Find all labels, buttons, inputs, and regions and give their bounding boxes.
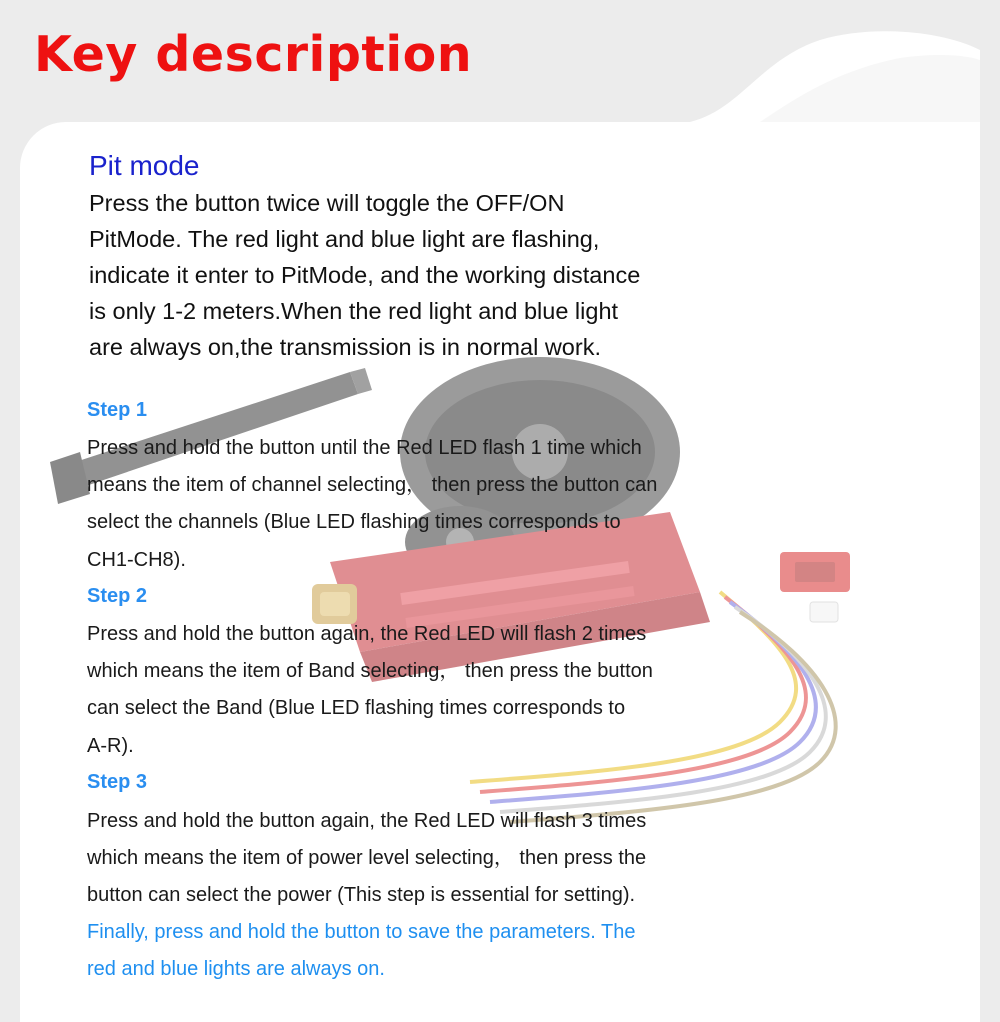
pit-mode-heading: Pit mode <box>89 150 200 181</box>
step-3-description <box>87 803 807 915</box>
step-1-line: means the item of channel selecting， then press the button can <box>87 474 658 497</box>
step-3-line: which means the item of power level selecting， then press the <box>87 847 647 870</box>
step-1-line: CH1-CH8). <box>87 548 186 571</box>
step-2-heading: Step 2 <box>87 585 148 607</box>
step-1-heading: Step 1 <box>87 399 148 421</box>
pit-mode-line: are always on,the transmission is in normal work. <box>89 334 601 360</box>
step-2-description <box>87 616 807 765</box>
pit-mode-line: PitMode. The red light and blue light are flashing, <box>89 226 600 252</box>
description-content <box>20 122 980 1022</box>
step-3-line: Press and hold the button again, the Red LED will flash 3 times <box>87 810 647 832</box>
step-3-line: button can select the power (This step is essential for setting). <box>87 884 636 907</box>
step-2-line: Press and hold the button again, the Red LED will flash 2 times <box>87 623 647 645</box>
page-title: Key description <box>34 26 473 83</box>
step-1-line: select the channels (Blue LED flashing times corresponds to <box>87 511 621 534</box>
step-2-line: A-R). <box>87 734 134 757</box>
step-1-description <box>87 430 807 579</box>
final-note-line: Finally, press and hold the button to save the parameters. The <box>87 921 636 943</box>
final-note <box>87 914 807 988</box>
pit-mode-description <box>89 185 789 365</box>
pit-mode-line: indicate it enter to PitMode, and the working distance <box>89 262 641 288</box>
description-card <box>20 122 980 1022</box>
final-note-line: red and blue lights are always on. <box>87 958 385 980</box>
step-1-line: Press and hold the button until the Red LED flash 1 time which <box>87 437 642 459</box>
step-2-line: which means the item of Band selecting， then press the button <box>87 660 653 683</box>
pit-mode-line: Press the button twice will toggle the OFF/ON <box>89 190 565 216</box>
pit-mode-line: is only 1-2 meters.When the red light and blue light <box>89 298 619 324</box>
step-2-line: can select the Band (Blue LED flashing times corresponds to <box>87 697 626 720</box>
step-3-heading: Step 3 <box>87 771 148 793</box>
